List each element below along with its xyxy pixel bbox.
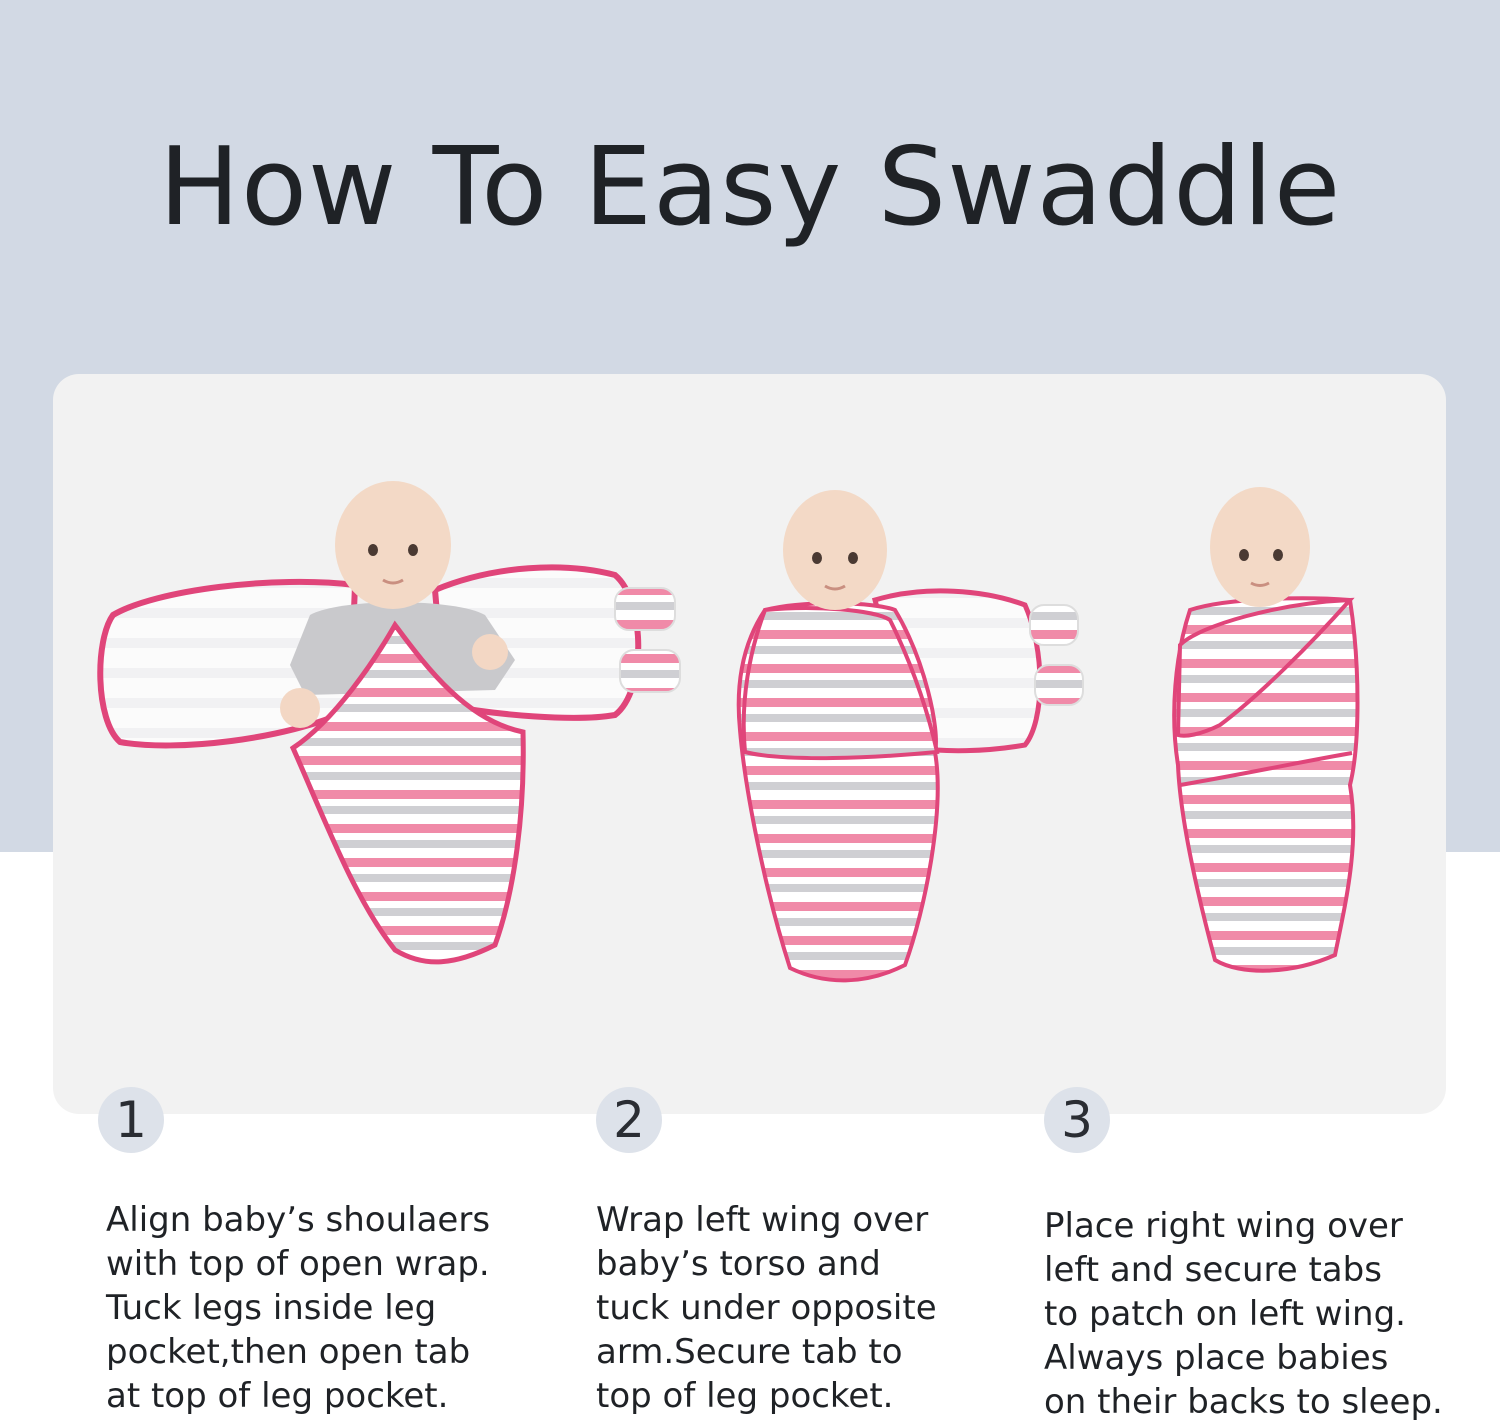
step-1-line: Tuck legs inside leg <box>106 1288 437 1328</box>
step-2-line: baby’s torso and <box>596 1244 881 1284</box>
step-3-line: Place right wing over <box>1044 1206 1403 1246</box>
step-3-line: Always place babies <box>1044 1338 1389 1378</box>
step-3-line: to patch on left wing. <box>1044 1294 1406 1334</box>
step-1-number-badge: 1 <box>98 1087 164 1153</box>
step-2-instructions <box>596 1198 937 1418</box>
step-3-illustration <box>1160 485 1380 985</box>
step-1-line: at top of leg pocket. <box>106 1376 449 1416</box>
step-1-instructions <box>106 1198 490 1418</box>
step-2-line: top of leg pocket. <box>596 1376 894 1416</box>
step-1-illustration <box>95 480 695 980</box>
step-2-line: Wrap left wing over <box>596 1200 929 1240</box>
page-title: How To Easy Swaddle <box>158 125 1342 250</box>
step-2-number-badge: 2 <box>596 1087 662 1153</box>
step-2-line: arm.Secure tab to <box>596 1332 903 1372</box>
step-3-instructions <box>1044 1204 1443 1424</box>
step-3-line: on their backs to sleep. <box>1044 1382 1443 1422</box>
step-3-number-badge: 3 <box>1044 1087 1110 1153</box>
step-1-line: pocket,then open tab <box>106 1332 471 1372</box>
step-2-illustration <box>725 490 1105 990</box>
step-2-line: tuck under opposite <box>596 1288 937 1328</box>
step-3-line: left and secure tabs <box>1044 1250 1382 1290</box>
step-1-line: with top of open wrap. <box>106 1244 490 1284</box>
step-1-line: Align baby’s shoulaers <box>106 1200 491 1240</box>
